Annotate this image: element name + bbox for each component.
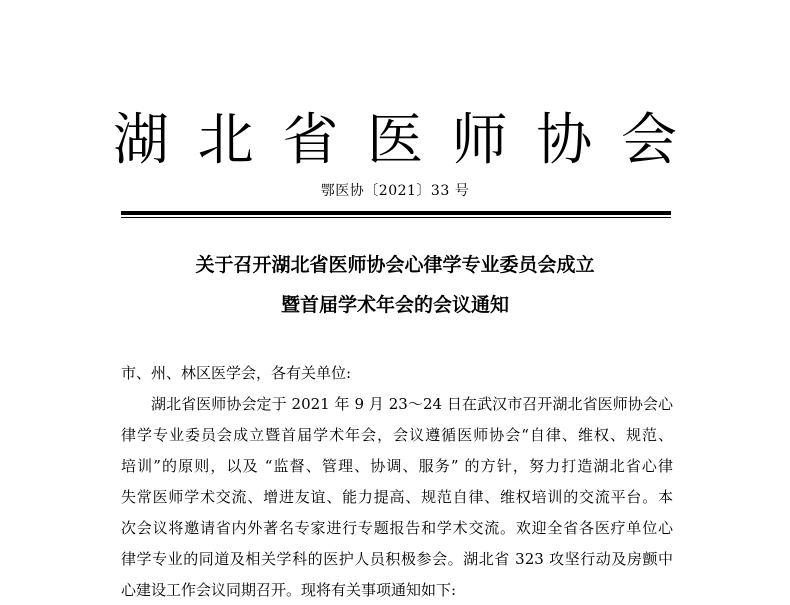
salutation: 市、州、林区医学会，各有关单位: xyxy=(121,364,352,382)
document-number: 鄂医协〔2021〕33 号 xyxy=(320,183,470,199)
organization-title xyxy=(110,108,680,174)
notice-title-line-1: 关于召开湖北省医师协会心律学专业委员会成立 xyxy=(195,254,595,276)
body-text-line: 律学专业的同道及相关学科的医护人员积极参会。湖北省 323 攻坚行动及房颤中 xyxy=(121,550,673,568)
notice-title-line-2: 暨首届学术年会的会议通知 xyxy=(280,294,509,316)
body-text-line: 律学专业委员会成立暨首届学术年会，会议遵循医师协会“自律、维权、规范、 xyxy=(121,426,673,444)
body-text-line: 培训”的原则，以及 “监督、管理、协调、服务” 的方针，努力打造湖北省心律 xyxy=(121,457,673,475)
organization-title-char: 会 xyxy=(620,108,677,173)
organization-title-char: 省 xyxy=(282,108,339,173)
body-text-line: 湖北省医师协会定于 2021 年 9 月 23～24 日在武汉市召开湖北省医师协会心 xyxy=(151,395,673,413)
body-text-line: 次会议将邀请省内外著名专家进行专题报告和学术交流。欢迎全省各医疗单位心 xyxy=(121,519,673,537)
body-text-line: 失常医师学术交流、增进友谊、能力提高、规范自律、维权培训的交流平台。本 xyxy=(121,488,673,506)
organization-title-char: 协 xyxy=(536,108,593,173)
header-divider-thin xyxy=(121,217,671,218)
organization-title-char: 北 xyxy=(197,108,254,173)
header-divider-thick xyxy=(121,211,671,215)
organization-title-char: 医 xyxy=(366,108,423,173)
organization-title-char: 湖 xyxy=(113,108,169,173)
organization-title-char: 师 xyxy=(451,108,508,173)
body-text-line: 心建设工作会议同期召开。现将有关事项通知如下: xyxy=(121,581,457,599)
